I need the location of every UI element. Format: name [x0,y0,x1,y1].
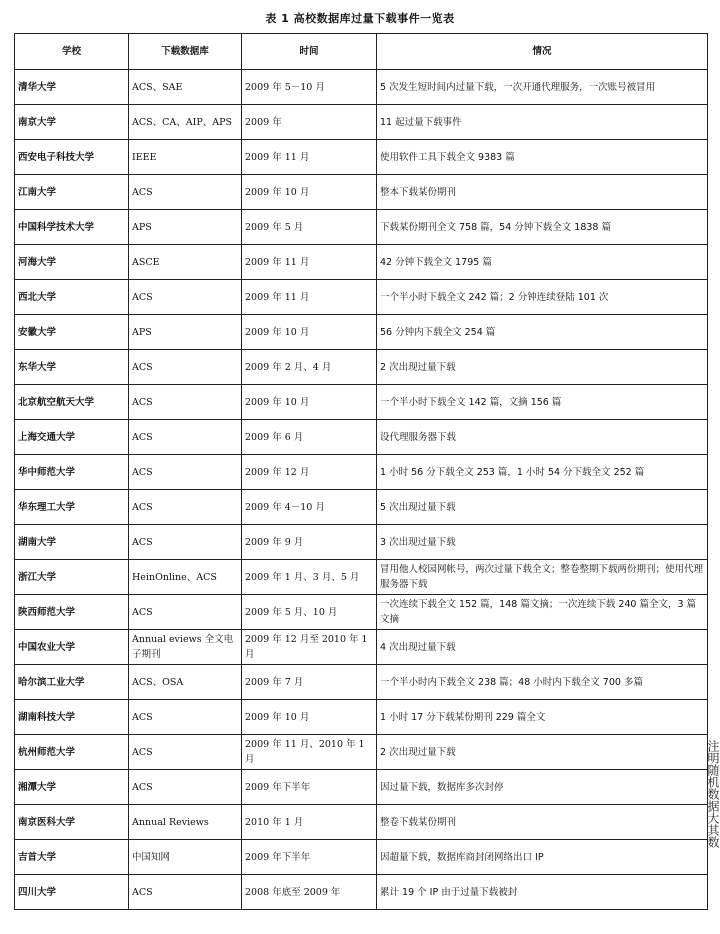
cell-school: 哈尔滨工业大学 [15,665,129,700]
cell-school: 南京大学 [15,105,129,140]
cell-detail: 因过量下载，数据库多次封停 [377,770,708,805]
cell-school: 四川大学 [15,875,129,910]
cell-time: 2009 年 5－10 月 [242,70,377,105]
table-row [15,315,708,350]
cell-time: 2009 年 5 月、10 月 [242,595,377,630]
cell-database: ACS [129,175,242,210]
table-row [15,560,708,595]
cell-school: 北京航空航天大学 [15,385,129,420]
cell-time: 2009 年 1 月、3 月、5 月 [242,560,377,595]
cell-detail: 整本下载某份期刊 [377,175,708,210]
cell-detail: 因超量下载，数据库商封闭网络出口 IP [377,840,708,875]
cell-school: 中国农业大学 [15,630,129,665]
table-row [15,105,708,140]
cell-school: 杭州师范大学 [15,735,129,770]
table-row [15,525,708,560]
cell-time: 2009 年 12 月至 2010 年 1 月 [242,630,377,665]
cell-database: Annual Reviews [129,805,242,840]
cell-detail: 56 分钟内下载全文 254 篇 [377,315,708,350]
cell-detail: 冒用他人校园网帐号，两次过量下载全文；整卷整期下载两份期刊；使用代理服务器下载 [377,560,708,595]
table-row [15,805,708,840]
cell-detail: 11 起过量下载事件 [377,105,708,140]
cell-school: 西北大学 [15,280,129,315]
table-row [15,665,708,700]
table-row [15,140,708,175]
cell-time: 2009 年 7 月 [242,665,377,700]
cell-database: ACS [129,875,242,910]
column-header-school: 学校 [15,34,129,70]
cell-database: Annual eviews 全文电子期刊 [129,630,242,665]
table-row [15,280,708,315]
table-row [15,490,708,525]
cell-time: 2009 年 10 月 [242,175,377,210]
cell-time: 2009 年 11 月、2010 年 1 月 [242,735,377,770]
cell-database: ACS [129,350,242,385]
cell-school: 安徽大学 [15,315,129,350]
cell-database: ACS、SAE [129,70,242,105]
cell-time: 2009 年 10 月 [242,385,377,420]
cell-detail: 1 小时 17 分下载某份期刊 229 篇全文 [377,700,708,735]
table-row [15,735,708,770]
cell-school: 华东理工大学 [15,490,129,525]
cell-database: ACS、OSA [129,665,242,700]
cell-database: ACS [129,455,242,490]
cell-school: 南京医科大学 [15,805,129,840]
cell-detail: 4 次出现过量下载 [377,630,708,665]
table-row [15,630,708,665]
cell-database: 中国知网 [129,840,242,875]
cell-detail: 使用软件工具下载全文 9383 篇 [377,140,708,175]
cell-time: 2009 年 10 月 [242,700,377,735]
table-header-row [15,34,708,70]
cell-database: ACS [129,700,242,735]
cell-detail: 整卷下载某份期刊 [377,805,708,840]
column-header-database: 下载数据库 [129,34,242,70]
cell-detail: 设代理服务器下载 [377,420,708,455]
cell-time: 2009 年下半年 [242,840,377,875]
table-row [15,595,708,630]
cell-database: ACS [129,735,242,770]
cell-detail: 5 次出现过量下载 [377,490,708,525]
table-row [15,455,708,490]
cell-detail: 1 小时 56 分下载全文 253 篇，1 小时 54 分下载全文 252 篇 [377,455,708,490]
cell-time: 2009 年 [242,105,377,140]
cell-database: ACS [129,385,242,420]
cell-time: 2009 年 2 月、4 月 [242,350,377,385]
table-caption: 表 1 高校数据库过量下载事件一览表 [265,12,455,25]
cell-school: 东华大学 [15,350,129,385]
cell-school: 上海交通大学 [15,420,129,455]
cell-detail: 2 次出现过量下载 [377,735,708,770]
cell-time: 2009 年 9 月 [242,525,377,560]
table-row [15,210,708,245]
cell-time: 2009 年 6 月 [242,420,377,455]
cell-time: 2009 年 10 月 [242,315,377,350]
table-body [15,70,708,910]
table-row [15,175,708,210]
cell-school: 西安电子科技大学 [15,140,129,175]
cell-school: 华中师范大学 [15,455,129,490]
table-row [15,385,708,420]
cell-school: 河海大学 [15,245,129,280]
cell-detail: 2 次出现过量下载 [377,350,708,385]
cell-time: 2009 年下半年 [242,770,377,805]
table-row [15,350,708,385]
table-row [15,70,708,105]
cell-detail: 下载某份期刊全文 758 篇，54 分钟下载全文 1838 篇 [377,210,708,245]
cell-time: 2009 年 11 月 [242,245,377,280]
cell-database: ACS [129,280,242,315]
cell-detail: 3 次出现过量下载 [377,525,708,560]
cell-database: ACS [129,490,242,525]
cell-database: ACS [129,420,242,455]
margin-text: 注明随机数据大其数 [706,740,720,848]
cell-detail: 一个半小时下载全文 242 篇；2 分钟连续登陆 101 次 [377,280,708,315]
cell-detail: 一次连续下载全文 152 篇，148 篇文摘；一次连续下载 240 篇全文，3 篇文摘 [377,595,708,630]
cell-school: 吉首大学 [15,840,129,875]
cell-database: ACS [129,770,242,805]
cell-school: 江南大学 [15,175,129,210]
table-row [15,875,708,910]
cell-time: 2010 年 1 月 [242,805,377,840]
cell-database: ACS [129,525,242,560]
cell-time: 2008 年底至 2009 年 [242,875,377,910]
cell-time: 2009 年 11 月 [242,280,377,315]
cell-school: 中国科学技术大学 [15,210,129,245]
cell-database: ACS [129,595,242,630]
column-header-detail: 情况 [377,34,708,70]
table-row [15,700,708,735]
table-row [15,840,708,875]
cell-time: 2009 年 12 月 [242,455,377,490]
cell-school: 湘潭大学 [15,770,129,805]
cell-time: 2009 年 5 月 [242,210,377,245]
cell-school: 浙江大学 [15,560,129,595]
column-header-time: 时间 [242,34,377,70]
cell-database: HeinOnline、ACS [129,560,242,595]
cell-school: 清华大学 [15,70,129,105]
cell-database: IEEE [129,140,242,175]
table-row [15,420,708,455]
cell-database: ACS、CA、AIP、APS [129,105,242,140]
cell-database: APS [129,315,242,350]
table-row [15,245,708,280]
cell-school: 陕西师范大学 [15,595,129,630]
overdownload-events-table [14,33,708,910]
cell-database: APS [129,210,242,245]
cell-school: 湖南大学 [15,525,129,560]
table-row [15,770,708,805]
cell-detail: 一个半小时下载全文 142 篇，文摘 156 篇 [377,385,708,420]
cell-time: 2009 年 11 月 [242,140,377,175]
cell-detail: 42 分钟下载全文 1795 篇 [377,245,708,280]
cell-time: 2009 年 4－10 月 [242,490,377,525]
cell-database: ASCE [129,245,242,280]
cell-detail: 一个半小时内下载全文 238 篇；48 小时内下载全文 700 多篇 [377,665,708,700]
cell-detail: 累计 19 个 IP 由于过量下载被封 [377,875,708,910]
cell-school: 湖南科技大学 [15,700,129,735]
cell-detail: 5 次发生短时间内过量下载，一次开通代理服务，一次账号被冒用 [377,70,708,105]
